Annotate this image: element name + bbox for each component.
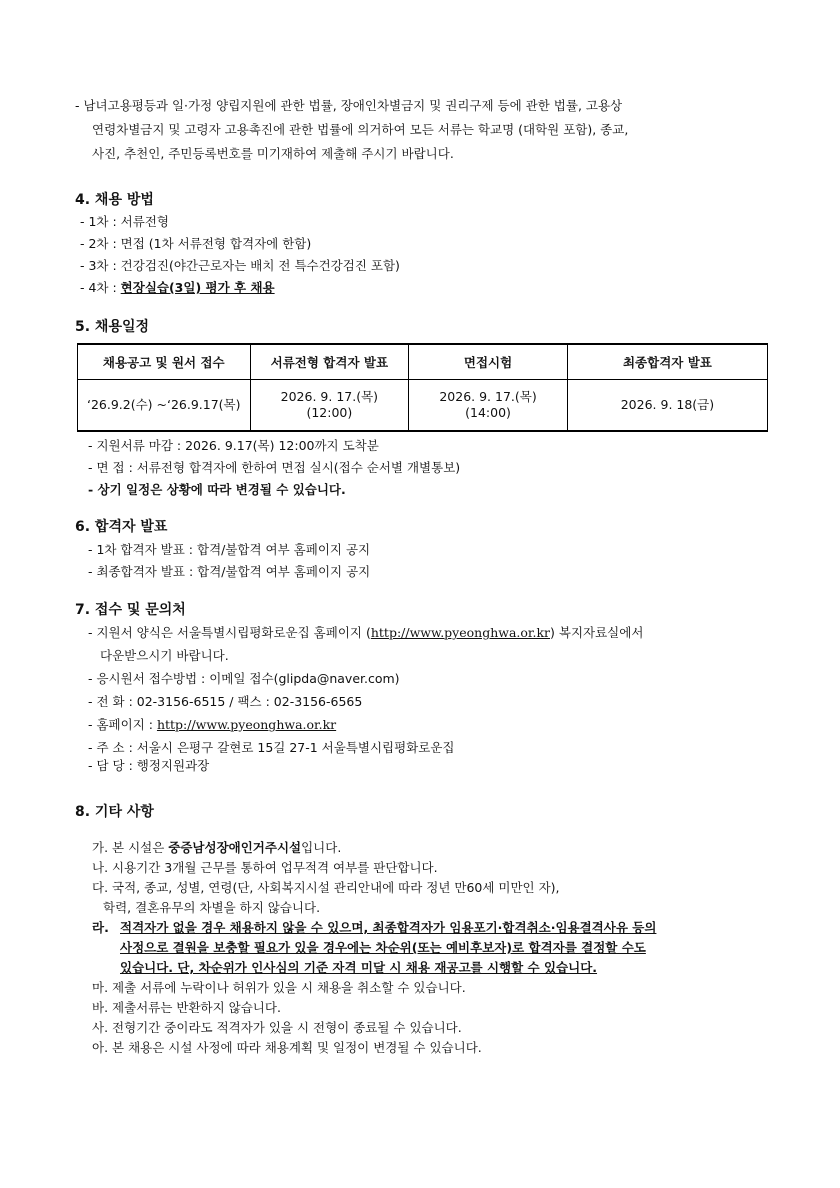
list-item: - 최종합격자 발표 : 합격/불합격 여부 홈페이지 공지 xyxy=(88,564,371,579)
list-item: - 응시원서 접수방법 : 이메일 접수(glipda@naver.com) xyxy=(88,671,400,686)
list-item xyxy=(88,624,643,642)
intro-line: - 남녀고용평등과 일·가정 양립지원에 관한 법률, 장애인차별금지 및 권리구제 등에 관한 법률, 고용상 xyxy=(75,98,623,113)
list-item: 아. 본 채용은 시설 사정에 따라 채용계획 및 일정이 변경될 수 있습니다. xyxy=(92,1040,482,1055)
list-item-label: 라. xyxy=(92,920,109,935)
text-segment: - 지원서 양식은 서울특별시립평화로운집 홈페이지 ( xyxy=(88,625,371,640)
column-header: 채용공고 및 원서 접수 xyxy=(78,344,251,380)
homepage-link[interactable]: http://www.pyeonghwa.or.kr xyxy=(156,717,337,732)
text-segment: - 홈페이지 : xyxy=(88,717,157,732)
intro-line: 사진, 추천인, 주민등록번호를 미기재하여 제출해 주시기 바랍니다. xyxy=(92,146,454,161)
section-title: 6. 합격자 발표 xyxy=(75,519,168,535)
emphasis-text: 현장실습(3일) 평가 후 채용 xyxy=(120,280,275,295)
list-item: - 주 소 : 서울시 은평구 갈현로 15길 27-1 서울특별시립평화로운집 xyxy=(88,740,455,755)
list-item: 나. 시용기간 3개월 근무를 통하여 업무적격 여부를 판단합니다. xyxy=(92,860,438,875)
list-item: - 1차 합격자 발표 : 합격/불합격 여부 홈페이지 공지 xyxy=(88,542,371,557)
table-row xyxy=(78,380,768,432)
cell-date: 2026. 9. 17.(목) xyxy=(439,389,537,404)
list-item: 바. 제출서류는 반환하지 않습니다. xyxy=(92,1000,281,1015)
note-item: - 지원서류 마감 : 2026. 9.17(목) 12:00까지 도착분 xyxy=(88,438,379,453)
list-item: 사. 전형기간 중이라도 적격자가 있을 시 전형이 종료될 수 있습니다. xyxy=(92,1020,462,1035)
emphasis-line: 적격자가 없을 경우 채용하지 않을 수 있으며, 최종합격자가 임용포기·합격취소·임용결격사유 등의 xyxy=(120,920,657,935)
section-title: 8. 기타 사항 xyxy=(75,804,154,820)
section-title: 7. 접수 및 문의처 xyxy=(75,602,186,618)
list-item-continued: 학력, 결혼유무의 차별을 하지 않습니다. xyxy=(103,900,321,915)
intro-line: 연령차별금지 및 고령자 고용촉진에 관한 법률에 의거하여 모든 서류는 학교명 (대학원 포함), 종교, xyxy=(92,122,629,137)
emphasis-line: 사정으로 결원을 보충할 필요가 있을 경우에는 차순위(또는 예비후보자)로 합격자를 결정할 수도 xyxy=(120,940,646,955)
note-item: - 면 접 : 서류전형 합격자에 한하여 면접 실시(접수 순서별 개별통보) xyxy=(88,460,461,475)
column-header: 최종합격자 발표 xyxy=(567,344,767,380)
table-header-row xyxy=(78,344,768,380)
list-item xyxy=(92,839,341,857)
list-item: - 2차 : 면접 (1차 서류전형 합격자에 한함) xyxy=(80,236,312,251)
cell-time: (14:00) xyxy=(465,405,511,420)
text-segment: 가. 본 시설은 xyxy=(92,840,169,855)
note-item-bold: - 상기 일정은 상황에 따라 변경될 수 있습니다. xyxy=(88,482,346,497)
list-item: - 담 당 : 행정지원과장 xyxy=(88,758,210,773)
text-segment: ) 복지자료실에서 xyxy=(550,625,644,640)
list-item xyxy=(88,716,336,734)
text-segment: 입니다. xyxy=(301,840,342,855)
list-item: 다. 국적, 종교, 성별, 연령(단, 사회복지시설 관리안내에 따라 정년 만60세 미만인 자), xyxy=(92,880,560,895)
homepage-link[interactable]: http://www.pyeonghwa.or.kr xyxy=(370,625,551,640)
list-item xyxy=(80,279,275,297)
list-item-continued: 다운받으시기 바랍니다. xyxy=(100,648,229,663)
emphasis-text: 중증남성장애인거주시설 xyxy=(168,840,302,855)
cell-date: 2026. 9. 17.(목) xyxy=(280,389,379,404)
list-item: - 3차 : 건강검진(야간근로자는 배치 전 특수건강검진 포함) xyxy=(80,258,400,273)
emphasis-line: 있습니다. 단, 차순위가 인사심의 기준 자격 미달 시 채용 재공고를 시행할 수 있습니다. xyxy=(120,960,598,975)
schedule-table xyxy=(77,343,768,432)
list-item-prefix: - 4차 : xyxy=(80,280,121,295)
cell-time: (12:00) xyxy=(306,405,353,420)
list-item: - 전 화 : 02-3156-6515 / 팩스 : 02-3156-6565 xyxy=(88,694,363,709)
table-cell xyxy=(250,380,409,432)
table-cell: ‘26.9.2(수) ~‘26.9.17(목) xyxy=(78,380,251,432)
table-cell xyxy=(409,380,568,432)
column-header: 면접시험 xyxy=(409,344,568,380)
table-cell: 2026. 9. 18(금) xyxy=(567,380,767,432)
section-title: 4. 채용 방법 xyxy=(75,192,154,208)
list-item: - 1차 : 서류전형 xyxy=(80,214,169,229)
list-item: 마. 제출 서류에 누락이나 허위가 있을 시 채용을 취소할 수 있습니다. xyxy=(92,980,466,995)
section-title: 5. 채용일정 xyxy=(75,319,150,335)
column-header: 서류전형 합격자 발표 xyxy=(250,344,409,380)
